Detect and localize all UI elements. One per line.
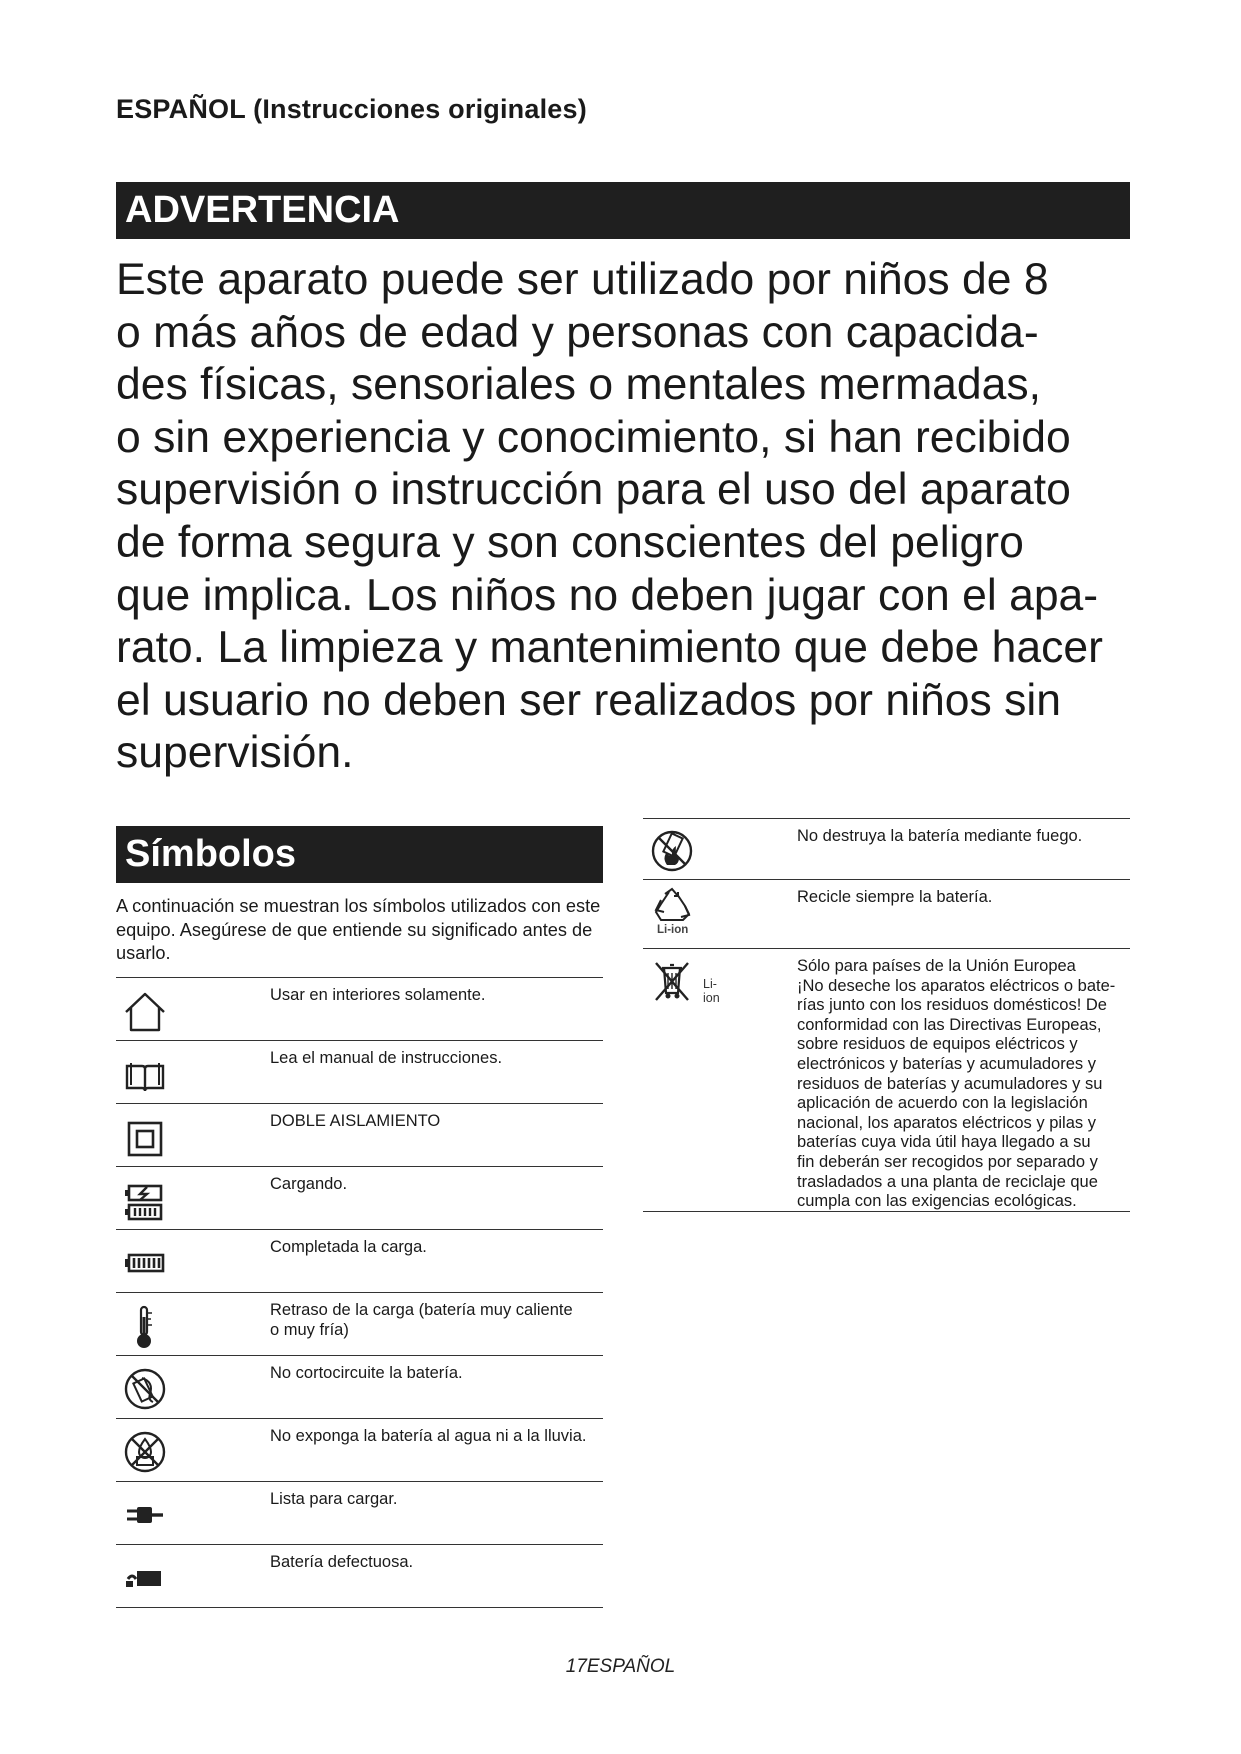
charging-battery-icon bbox=[120, 1175, 170, 1225]
symbol-label: No exponga la batería al agua ni a la lluvia. bbox=[270, 1427, 587, 1445]
symbol-label: Recicle siempre la batería. bbox=[797, 888, 993, 906]
symbol-label: Completada la carga. bbox=[270, 1238, 427, 1256]
recycle-icon bbox=[647, 886, 697, 942]
document-language-title: ESPAÑOL (Instrucciones originales) bbox=[116, 94, 587, 124]
symbol-row-short-circuit bbox=[116, 1355, 603, 1418]
no-fire-icon bbox=[647, 825, 697, 881]
plug-icon bbox=[120, 1490, 170, 1540]
warning-heading-bar bbox=[116, 182, 1130, 239]
symbol-label: Lea el manual de instrucciones. bbox=[270, 1049, 503, 1067]
symbol-row-manual bbox=[116, 1040, 603, 1103]
warning-text: Este aparato puede ser utilizado por niños de 8 o más años de edad y personas con capacida- des físicas, sensoriales o mentales mermadas, o sin experiencia y conocimiento, si han recibido supervisión o instrucción para el uso del aparato de forma segura y son conscientes del peligro que implica. Los niños no deben jugar con el apa- rato. La limpieza y mantenimiento que debe hacer el usuario no deben ser realizados por niños sin supervisión. bbox=[116, 255, 1103, 778]
symbol-row-indoor bbox=[116, 977, 603, 1040]
symbol-label: Usar en interiores solamente. bbox=[270, 986, 486, 1004]
recycle-icon-caption: Li-ion bbox=[657, 924, 689, 936]
warning-heading: ADVERTENCIA bbox=[125, 189, 400, 231]
thermometer-icon bbox=[120, 1301, 170, 1351]
symbol-label: Batería defectuosa. bbox=[270, 1553, 414, 1571]
house-icon bbox=[120, 986, 170, 1036]
symbols-intro: A continuación se muestran los símbolos utilizados con este equipo. Asegúrese de que entiende su significado antes de usarlo. bbox=[116, 896, 601, 963]
no-short-circuit-icon bbox=[120, 1364, 170, 1414]
symbol-row-water bbox=[116, 1418, 603, 1481]
symbols-table-right bbox=[643, 818, 1130, 1212]
symbol-label: Cargando. bbox=[270, 1175, 348, 1193]
no-water-icon bbox=[120, 1427, 170, 1477]
symbol-row-weee bbox=[643, 948, 1130, 1212]
full-battery-icon bbox=[120, 1238, 170, 1288]
symbol-row-double-insulation bbox=[116, 1103, 603, 1166]
symbol-row-delay bbox=[116, 1292, 603, 1355]
double-insulation-icon bbox=[120, 1112, 170, 1162]
symbols-heading-bar bbox=[116, 826, 603, 883]
symbol-label: Lista para cargar. bbox=[270, 1490, 398, 1508]
symbols-heading: Símbolos bbox=[125, 833, 297, 875]
crossed-bin-icon-caption: Li-ion bbox=[703, 977, 720, 1005]
symbol-row-recycle bbox=[643, 879, 1130, 948]
symbols-table bbox=[116, 977, 603, 1608]
symbol-row-charging bbox=[116, 1166, 603, 1229]
symbol-row-charged bbox=[116, 1229, 603, 1292]
symbol-label: Retraso de la carga (batería muy caliente o muy fría) bbox=[270, 1301, 573, 1339]
book-icon bbox=[120, 1049, 170, 1099]
defective-battery-icon bbox=[120, 1553, 170, 1603]
page-number: 17ESPAÑOL bbox=[565, 1656, 676, 1677]
symbol-row-no-fire bbox=[643, 818, 1130, 879]
symbol-row-ready bbox=[116, 1481, 603, 1544]
crossed-bin-icon bbox=[647, 955, 720, 1011]
symbol-label: Sólo para países de la Unión Europea ¡No deseche los aparatos eléctricos o bate- rías junto con los residuos domésticos! De conformidad con las Directivas Europeas, sobre residuos de equipos eléctricos y electrónicos y baterías y acumuladores y residuos de baterías y acumuladores y su aplicación de acuerdo con la legislación nacional, los aparatos eléctricos y pilas y baterías cuya vida útil haya llegado a su fin deberán ser recogidos por separado y trasladados a una planta de reciclaje que cumpla con las exigencias ecológicas. bbox=[797, 957, 1116, 1211]
symbol-label: No destruya la batería mediante fuego. bbox=[797, 827, 1083, 845]
symbol-label: DOBLE AISLAMIENTO bbox=[270, 1112, 441, 1130]
symbol-row-defective bbox=[116, 1544, 603, 1608]
symbol-label: No cortocircuite la batería. bbox=[270, 1364, 463, 1382]
